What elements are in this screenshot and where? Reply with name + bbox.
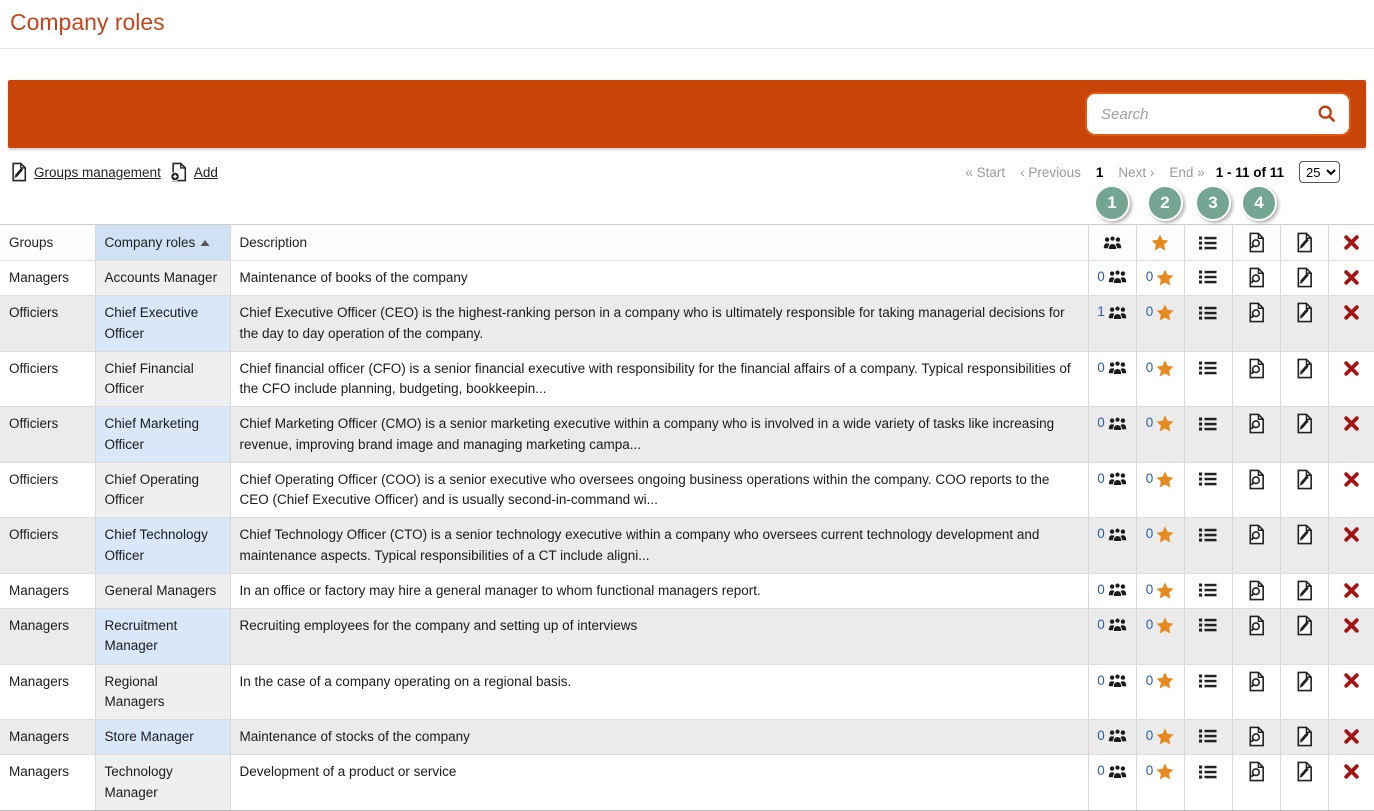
preview-icon[interactable] — [1247, 728, 1266, 743]
preview-cell — [1232, 261, 1280, 296]
favorites-cell — [1136, 720, 1184, 755]
role-cell: Store Manager — [95, 720, 230, 755]
pagination-end[interactable]: End » — [1169, 164, 1205, 180]
description-cell: Chief Operating Officer (COO) is a senior executive who oversees ongoing business operations within the company. COO reports to the CEO (Chief Executive Officer) and is usually second-in-command wi... — [230, 462, 1088, 518]
favorites-count: 0 — [1145, 728, 1154, 743]
delete-icon[interactable] — [1343, 526, 1360, 541]
header-groups[interactable]: Groups — [0, 225, 95, 261]
delete-cell — [1328, 720, 1374, 755]
role-cell: General Managers — [95, 573, 230, 608]
description-cell: Chief financial officer (CFO) is a senior financial executive with responsibility for the financial affairs of a company. Typical responsibilities of the CFO include planning, budgeting, bookkeepin... — [230, 351, 1088, 407]
edit-cell — [1280, 609, 1328, 665]
header-list — [1184, 225, 1232, 261]
star-icon[interactable] — [1156, 526, 1174, 541]
favorites-count: 0 — [1145, 617, 1154, 632]
delete-cell — [1328, 664, 1374, 720]
preview-icon[interactable] — [1247, 471, 1266, 486]
members-icon[interactable] — [1108, 269, 1127, 284]
description-cell: Recruiting employees for the company and setting up of interviews — [230, 609, 1088, 665]
delete-cell — [1328, 407, 1374, 463]
favorites-count: 0 — [1145, 269, 1154, 284]
company-roles-table — [0, 224, 1374, 811]
table-header-row — [0, 225, 1374, 261]
add-document-icon — [170, 162, 188, 182]
preview-icon[interactable] — [1247, 673, 1266, 688]
edit-cell — [1280, 261, 1328, 296]
edit-cell — [1280, 664, 1328, 720]
delete-icon[interactable] — [1343, 617, 1360, 632]
delete-icon[interactable] — [1343, 471, 1360, 486]
favorites-count: 0 — [1145, 415, 1154, 431]
delete-cell — [1328, 609, 1374, 665]
description-cell: Maintenance of books of the company — [230, 261, 1088, 296]
delete-icon[interactable] — [1343, 415, 1360, 430]
members-cell — [1088, 664, 1136, 720]
toolbar — [10, 161, 1366, 183]
edit-icon — [1295, 234, 1314, 249]
members-cell — [1088, 296, 1136, 352]
preview-cell — [1232, 462, 1280, 518]
annotation-badge-1: 1 — [1094, 185, 1130, 221]
list-icon[interactable] — [1199, 673, 1217, 688]
list-icon — [1199, 234, 1217, 249]
star-icon[interactable] — [1156, 360, 1174, 375]
members-count: 0 — [1097, 359, 1105, 375]
list-cell — [1184, 518, 1232, 574]
edit-icon[interactable] — [1295, 728, 1314, 743]
edit-icon[interactable] — [1295, 526, 1314, 541]
favorites-count: 0 — [1145, 359, 1154, 375]
favorites-count: 0 — [1145, 526, 1154, 542]
preview-icon[interactable] — [1247, 360, 1266, 375]
edit-cell — [1280, 518, 1328, 574]
favorites-cell — [1136, 462, 1184, 518]
header-preview — [1232, 225, 1280, 261]
star-icon[interactable] — [1156, 617, 1174, 632]
star-icon — [1151, 234, 1169, 249]
group-cell: Managers — [0, 573, 95, 608]
favorites-cell — [1136, 351, 1184, 407]
delete-icon[interactable] — [1343, 304, 1360, 319]
pagination-start[interactable]: « Start — [965, 164, 1006, 180]
pagination-next[interactable]: Next › — [1118, 164, 1155, 180]
members-count: 0 — [1097, 269, 1105, 284]
preview-cell — [1232, 609, 1280, 665]
preview-icon[interactable] — [1247, 526, 1266, 541]
edit-icon[interactable] — [1295, 304, 1314, 319]
favorites-cell — [1136, 609, 1184, 665]
members-count: 0 — [1097, 763, 1105, 779]
delete-cell — [1328, 573, 1374, 608]
members-count: 0 — [1097, 581, 1105, 597]
favorites-count: 0 — [1145, 581, 1154, 597]
star-icon[interactable] — [1156, 415, 1174, 430]
members-cell — [1088, 609, 1136, 665]
annotation-badge-2: 2 — [1147, 185, 1183, 221]
list-cell — [1184, 407, 1232, 463]
edit-icon[interactable] — [1295, 582, 1314, 597]
role-cell: Chief Marketing Officer — [95, 407, 230, 463]
role-cell: Technology Manager — [95, 755, 230, 811]
description-cell: Chief Executive Officer (CEO) is the highest-ranking person in a company who is ultimately responsible for taking managerial decisions for the day to day operation of the company. — [230, 296, 1088, 352]
header-delete — [1328, 225, 1374, 261]
edit-document-icon — [10, 162, 28, 182]
description-cell: Development of a product or service — [230, 755, 1088, 811]
header-edit — [1280, 225, 1328, 261]
list-cell — [1184, 573, 1232, 608]
list-cell — [1184, 720, 1232, 755]
preview-icon[interactable] — [1247, 415, 1266, 430]
description-cell: Maintenance of stocks of the company — [230, 720, 1088, 755]
members-count: 0 — [1097, 526, 1105, 542]
preview-cell — [1232, 407, 1280, 463]
members-cell — [1088, 261, 1136, 296]
role-cell: Accounts Manager — [95, 261, 230, 296]
edit-cell — [1280, 720, 1328, 755]
groups-management-label: Groups management — [34, 164, 161, 180]
list-icon[interactable] — [1199, 415, 1217, 430]
pagination-current-page: 1 — [1095, 164, 1104, 180]
members-count: 0 — [1097, 728, 1105, 743]
preview-cell — [1232, 573, 1280, 608]
favorites-count: 0 — [1145, 470, 1154, 486]
preview-cell — [1232, 518, 1280, 574]
star-icon[interactable] — [1156, 471, 1174, 486]
star-icon[interactable] — [1156, 582, 1174, 597]
role-cell: Chief Executive Officer — [95, 296, 230, 352]
star-icon[interactable] — [1156, 763, 1174, 778]
edit-icon[interactable] — [1295, 471, 1314, 486]
members-count: 0 — [1097, 415, 1105, 431]
delete-icon — [1343, 234, 1360, 249]
star-icon[interactable] — [1156, 728, 1174, 743]
list-icon[interactable] — [1199, 582, 1217, 597]
list-icon[interactable] — [1199, 763, 1217, 778]
description-cell: Chief Technology Officer (CTO) is a senior technology executive within a company who oversees current technology development and maintenance aspects. Typical responsibilities of a CT include aligni... — [230, 518, 1088, 574]
members-icon — [1103, 234, 1122, 249]
table-row — [0, 462, 1374, 518]
star-icon[interactable] — [1156, 304, 1174, 319]
favorites-cell — [1136, 573, 1184, 608]
table-row — [0, 261, 1374, 296]
header-members[interactable] — [1088, 225, 1136, 261]
table-row — [0, 573, 1374, 608]
list-icon[interactable] — [1199, 471, 1217, 486]
star-icon[interactable] — [1156, 673, 1174, 688]
role-cell: Chief Technology Officer — [95, 518, 230, 574]
edit-cell — [1280, 462, 1328, 518]
role-cell: Chief Financial Officer — [95, 351, 230, 407]
group-cell: Officiers — [0, 351, 95, 407]
header-banner — [8, 80, 1366, 148]
table-wrap — [0, 193, 1374, 811]
annotation-badge-4: 4 — [1241, 185, 1277, 221]
list-cell — [1184, 261, 1232, 296]
favorites-cell — [1136, 518, 1184, 574]
group-cell: Managers — [0, 609, 95, 665]
edit-icon[interactable] — [1295, 360, 1314, 375]
page-size-select[interactable] — [1299, 161, 1340, 183]
group-cell: Managers — [0, 755, 95, 811]
preview-icon[interactable] — [1247, 269, 1266, 284]
list-icon[interactable] — [1199, 360, 1217, 375]
table-row — [0, 664, 1374, 720]
header-description[interactable]: Description — [230, 225, 1088, 261]
list-icon[interactable] — [1199, 304, 1217, 319]
favorites-count: 0 — [1145, 763, 1154, 779]
group-cell: Managers — [0, 664, 95, 720]
pagination — [965, 161, 1340, 183]
table-row — [0, 296, 1374, 352]
add-label: Add — [193, 164, 218, 180]
annotation-badge-3: 3 — [1195, 185, 1231, 221]
delete-cell — [1328, 296, 1374, 352]
groups-management-link[interactable] — [10, 162, 161, 182]
list-cell — [1184, 609, 1232, 665]
favorites-count: 0 — [1145, 304, 1154, 320]
list-cell — [1184, 664, 1232, 720]
group-cell: Managers — [0, 720, 95, 755]
edit-icon[interactable] — [1295, 269, 1314, 284]
role-cell: Recruitment Manager — [95, 609, 230, 665]
members-icon[interactable] — [1108, 415, 1127, 430]
favorites-cell — [1136, 261, 1184, 296]
description-cell: In an office or factory may hire a general manager to whom functional managers report. — [230, 573, 1088, 608]
edit-icon[interactable] — [1295, 673, 1314, 688]
members-cell — [1088, 462, 1136, 518]
members-icon[interactable] — [1108, 360, 1127, 375]
action-links — [10, 162, 218, 182]
members-icon[interactable] — [1108, 763, 1127, 778]
edit-icon[interactable] — [1295, 763, 1314, 778]
delete-icon[interactable] — [1343, 728, 1360, 743]
members-cell — [1088, 720, 1136, 755]
group-cell: Officiers — [0, 296, 95, 352]
list-cell — [1184, 351, 1232, 407]
members-count: 0 — [1097, 617, 1105, 632]
members-count: 1 — [1097, 304, 1105, 320]
pagination-range: 1 - 11 of 11 — [1215, 164, 1284, 180]
description-cell: Chief Marketing Officer (CMO) is a senior marketing executive within a company who is involved in a wide variety of tasks like increasing revenue, improving brand image and managing marketing campa... — [230, 407, 1088, 463]
favorites-cell — [1136, 296, 1184, 352]
group-cell: Officiers — [0, 407, 95, 463]
favorites-cell — [1136, 664, 1184, 720]
edit-cell — [1280, 351, 1328, 407]
delete-icon[interactable] — [1343, 582, 1360, 597]
members-icon[interactable] — [1108, 673, 1127, 688]
table-row — [0, 407, 1374, 463]
group-cell: Managers — [0, 261, 95, 296]
delete-icon[interactable] — [1343, 763, 1360, 778]
edit-cell — [1280, 407, 1328, 463]
members-cell — [1088, 518, 1136, 574]
header-favorites[interactable] — [1136, 225, 1184, 261]
preview-cell — [1232, 296, 1280, 352]
preview-cell — [1232, 720, 1280, 755]
members-icon[interactable] — [1108, 304, 1127, 319]
edit-icon[interactable] — [1295, 617, 1314, 632]
delete-icon[interactable] — [1343, 269, 1360, 284]
members-icon[interactable] — [1108, 526, 1127, 541]
members-cell — [1088, 351, 1136, 407]
members-icon[interactable] — [1108, 617, 1127, 632]
table-body — [0, 261, 1374, 811]
members-cell — [1088, 407, 1136, 463]
page-title: Company roles — [10, 9, 165, 35]
delete-cell — [1328, 261, 1374, 296]
members-cell — [1088, 573, 1136, 608]
list-icon[interactable] — [1199, 526, 1217, 541]
list-icon[interactable] — [1199, 617, 1217, 632]
members-icon[interactable] — [1108, 582, 1127, 597]
preview-cell — [1232, 664, 1280, 720]
role-cell: Regional Managers — [95, 664, 230, 720]
members-count: 0 — [1097, 672, 1105, 688]
search-input[interactable] — [1087, 106, 1317, 123]
search-box — [1087, 94, 1349, 134]
table-row — [0, 351, 1374, 407]
preview-icon[interactable] — [1247, 617, 1266, 632]
edit-cell — [1280, 573, 1328, 608]
group-cell: Officiers — [0, 462, 95, 518]
preview-cell — [1232, 351, 1280, 407]
preview-icon[interactable] — [1247, 304, 1266, 319]
sort-asc-icon — [200, 235, 210, 250]
delete-icon[interactable] — [1343, 360, 1360, 375]
pagination-previous[interactable]: ‹ Previous — [1020, 164, 1081, 180]
role-cell: Chief Operating Officer — [95, 462, 230, 518]
preview-icon[interactable] — [1247, 582, 1266, 597]
add-link[interactable] — [170, 162, 218, 182]
preview-icon[interactable] — [1247, 763, 1266, 778]
group-cell: Officiers — [0, 518, 95, 574]
delete-icon[interactable] — [1343, 673, 1360, 688]
edit-icon[interactable] — [1295, 415, 1314, 430]
members-icon[interactable] — [1108, 728, 1127, 743]
table-row — [0, 518, 1374, 574]
list-cell — [1184, 296, 1232, 352]
header-company-roles[interactable]: Company roles — [95, 225, 230, 261]
list-icon[interactable] — [1199, 269, 1217, 284]
table-row — [0, 609, 1374, 665]
list-icon[interactable] — [1199, 728, 1217, 743]
delete-cell — [1328, 518, 1374, 574]
search-icon[interactable] — [1317, 104, 1337, 124]
favorites-cell — [1136, 407, 1184, 463]
description-cell: In the case of a company operating on a regional basis. — [230, 664, 1088, 720]
delete-cell — [1328, 351, 1374, 407]
list-cell — [1184, 462, 1232, 518]
members-icon[interactable] — [1108, 471, 1127, 486]
preview-icon — [1247, 234, 1266, 249]
edit-cell — [1280, 296, 1328, 352]
members-count: 0 — [1097, 470, 1105, 486]
favorites-count: 0 — [1145, 672, 1154, 688]
title-divider — [0, 48, 1374, 49]
table-row — [0, 720, 1374, 755]
delete-cell — [1328, 462, 1374, 518]
star-icon[interactable] — [1156, 269, 1174, 284]
